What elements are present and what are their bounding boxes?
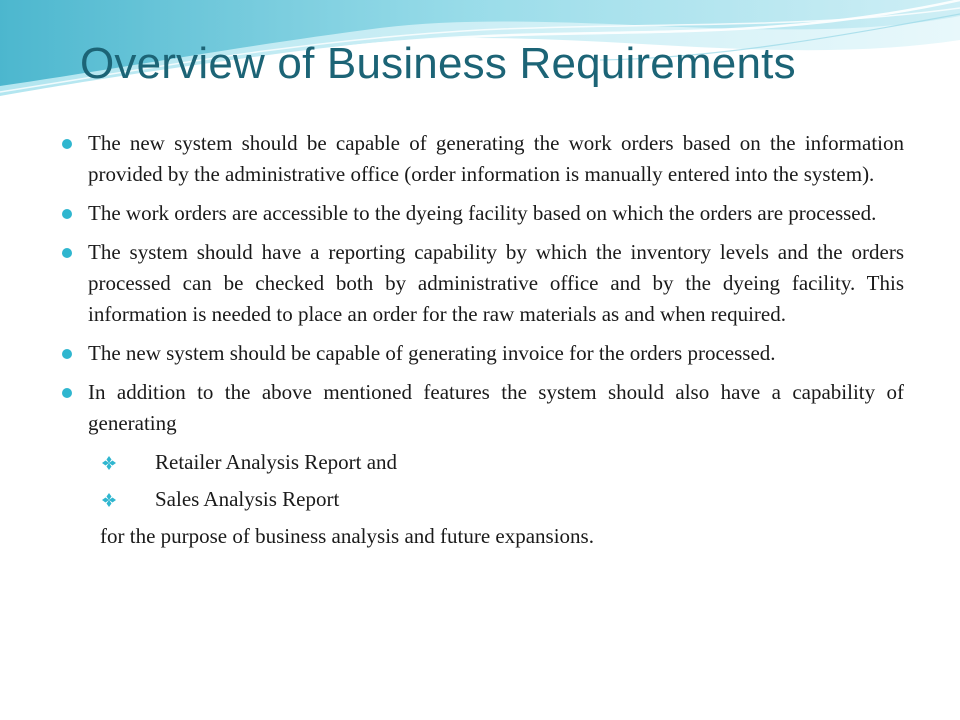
sub-bullet-item: [62, 484, 904, 515]
bullet-item: [62, 198, 904, 229]
sub-bullet-text: Sales Analysis Report: [155, 487, 340, 511]
bullet-icon: [62, 139, 72, 149]
bullet-item: [62, 237, 904, 330]
bullet-text: The new system should be capable of generating invoice for the orders processed.: [88, 341, 776, 365]
bullet-item: [62, 128, 904, 190]
sub-bullet-list: [62, 447, 904, 515]
bullet-text: The system should have a reporting capability by which the inventory levels and the orders processed can be checked both by administrative office and by the dyeing facility. This information is needed to place an order for the raw materials as and when required.: [88, 240, 904, 326]
diamond-bullet-icon: [102, 493, 116, 507]
sub-bullet-item: [62, 447, 904, 478]
bullet-text: The new system should be capable of generating the work orders based on the information provided by the administrative office (order information is manually entered into the system).: [88, 131, 904, 186]
bullet-item: [62, 377, 904, 439]
bullet-item: [62, 338, 904, 369]
bullet-icon: [62, 209, 72, 219]
bullet-text: In addition to the above mentioned features the system should also have a capability of generating: [88, 380, 904, 435]
bullet-list: [62, 128, 904, 439]
slide-title: Overview of Business Requirements: [80, 39, 796, 88]
bullet-text: The work orders are accessible to the dyeing facility based on which the orders are processed.: [88, 201, 877, 225]
bullet-icon: [62, 388, 72, 398]
bullet-icon: [62, 248, 72, 258]
slide-content: [62, 128, 904, 552]
closing-text: for the purpose of business analysis and future expansions.: [100, 524, 594, 548]
bullet-icon: [62, 349, 72, 359]
diamond-bullet-icon: [102, 456, 116, 470]
sub-bullet-text: Retailer Analysis Report and: [155, 450, 398, 474]
